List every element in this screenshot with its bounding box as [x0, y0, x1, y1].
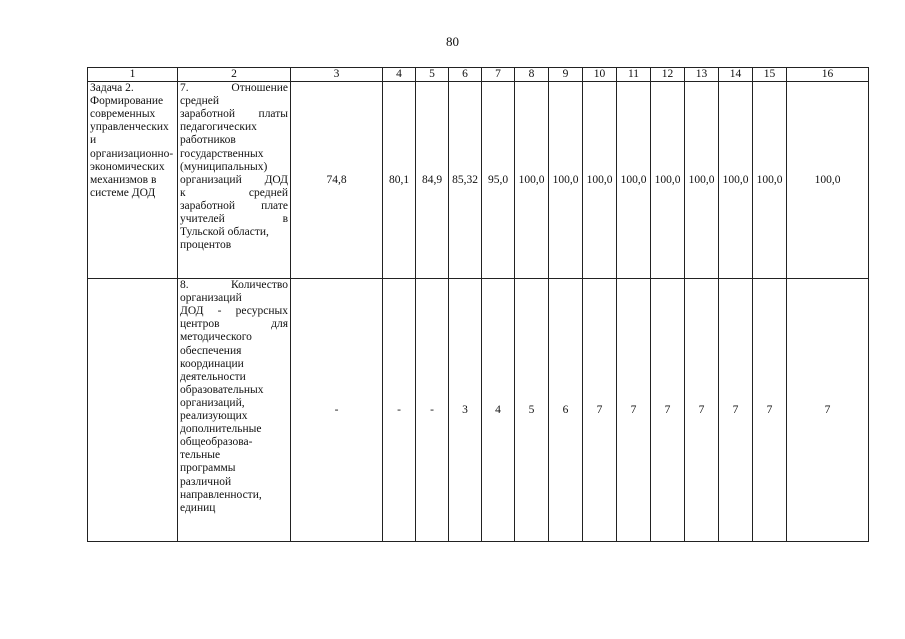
value-cell: 100,0 — [583, 82, 617, 279]
indicator-line: реализующих — [180, 410, 248, 423]
indicator-cell — [178, 82, 291, 279]
value-cell: 7 — [753, 279, 787, 542]
value-cell: 3 — [449, 279, 482, 542]
column-header: 12 — [651, 68, 685, 82]
column-header: 9 — [549, 68, 583, 82]
indicator-line: тельные — [180, 449, 221, 462]
indicator-line: (муниципальных) — [180, 160, 268, 173]
indicator-line: 8. Количество — [180, 279, 288, 292]
indicator-line: образовательных — [180, 383, 264, 396]
value-cell: 100,0 — [719, 82, 753, 279]
column-header: 7 — [482, 68, 515, 82]
value-cell: 100,0 — [515, 82, 549, 279]
indicator-line: учителей в — [180, 213, 288, 226]
value-cell: 7 — [685, 279, 719, 542]
indicator-line: организаций ДОД — [180, 173, 288, 186]
column-header: 15 — [753, 68, 787, 82]
task-cell — [88, 82, 178, 279]
value-cell: 7 — [617, 279, 651, 542]
indicator-line: процентов — [180, 239, 232, 252]
column-header: 5 — [416, 68, 449, 82]
indicator-line: деятельности — [180, 370, 246, 383]
indicator-line: центров для — [180, 318, 288, 331]
table-row — [88, 82, 869, 279]
data-table — [87, 67, 869, 542]
value-cell: 100,0 — [617, 82, 651, 279]
column-header: 1 — [88, 68, 178, 82]
task-line: Задача 2. — [90, 82, 134, 95]
indicator-line: обеспечения — [180, 344, 242, 357]
value-cell: 7 — [583, 279, 617, 542]
column-header: 14 — [719, 68, 753, 82]
value-cell: 7 — [719, 279, 753, 542]
indicator-line: заработной плате — [180, 199, 288, 212]
indicator-line: общеобразова- — [180, 436, 253, 449]
indicator-line: программы — [180, 462, 236, 475]
value-cell: 5 — [515, 279, 549, 542]
value-cell: 100,0 — [753, 82, 787, 279]
task-line: современных — [90, 108, 156, 121]
header-row — [88, 68, 869, 82]
indicator-line: 7. Отношение — [180, 82, 288, 95]
value-cell: - — [416, 279, 449, 542]
value-cell: 6 — [549, 279, 583, 542]
column-header: 3 — [291, 68, 383, 82]
indicator-line: ДОД - ресурсных — [180, 305, 288, 318]
task-cell — [88, 279, 178, 542]
column-header: 2 — [178, 68, 291, 82]
indicator-line: организаций — [180, 292, 242, 305]
value-cell: 74,8 — [291, 82, 383, 279]
value-cell: 4 — [482, 279, 515, 542]
task-line: системе ДОД — [90, 186, 156, 199]
column-header: 11 — [617, 68, 651, 82]
column-header: 10 — [583, 68, 617, 82]
column-header: 4 — [383, 68, 416, 82]
task-line: механизмов в — [90, 173, 157, 186]
task-line: управленческих — [90, 121, 169, 134]
indicator-line: организаций, — [180, 396, 245, 409]
value-cell: 100,0 — [651, 82, 685, 279]
value-cell: 80,1 — [383, 82, 416, 279]
task-line: Формирование — [90, 95, 164, 108]
indicator-line: единиц — [180, 501, 216, 514]
column-header: 8 — [515, 68, 549, 82]
indicator-line: Тульской области, — [180, 226, 269, 239]
task-line: организационно- — [90, 147, 174, 160]
value-cell: 100,0 — [787, 82, 869, 279]
column-header: 13 — [685, 68, 719, 82]
value-cell: 85,32 — [449, 82, 482, 279]
indicator-line: средней — [180, 95, 220, 108]
indicator-line: к средней — [180, 186, 288, 199]
indicator-line: направленности, — [180, 488, 262, 501]
value-cell: - — [291, 279, 383, 542]
value-cell: - — [383, 279, 416, 542]
value-cell: 100,0 — [685, 82, 719, 279]
indicator-line: государственных — [180, 147, 264, 160]
value-cell: 7 — [651, 279, 685, 542]
indicator-line: различной — [180, 475, 232, 488]
page-number: 80 — [446, 34, 459, 49]
table-row — [88, 279, 869, 542]
value-cell: 7 — [787, 279, 869, 542]
indicator-line: заработной платы — [180, 108, 288, 121]
indicator-cell — [178, 279, 291, 542]
value-cell: 100,0 — [549, 82, 583, 279]
indicator-line: педагогических — [180, 121, 257, 134]
indicator-line: методического — [180, 331, 252, 344]
column-header: 6 — [449, 68, 482, 82]
indicator-line: работников — [180, 134, 236, 147]
indicator-line: дополнительные — [180, 423, 262, 436]
task-line: и — [90, 134, 97, 147]
value-cell: 95,0 — [482, 82, 515, 279]
value-cell: 84,9 — [416, 82, 449, 279]
task-line: экономических — [90, 160, 165, 173]
column-header: 16 — [787, 68, 869, 82]
indicator-line: координации — [180, 357, 244, 370]
